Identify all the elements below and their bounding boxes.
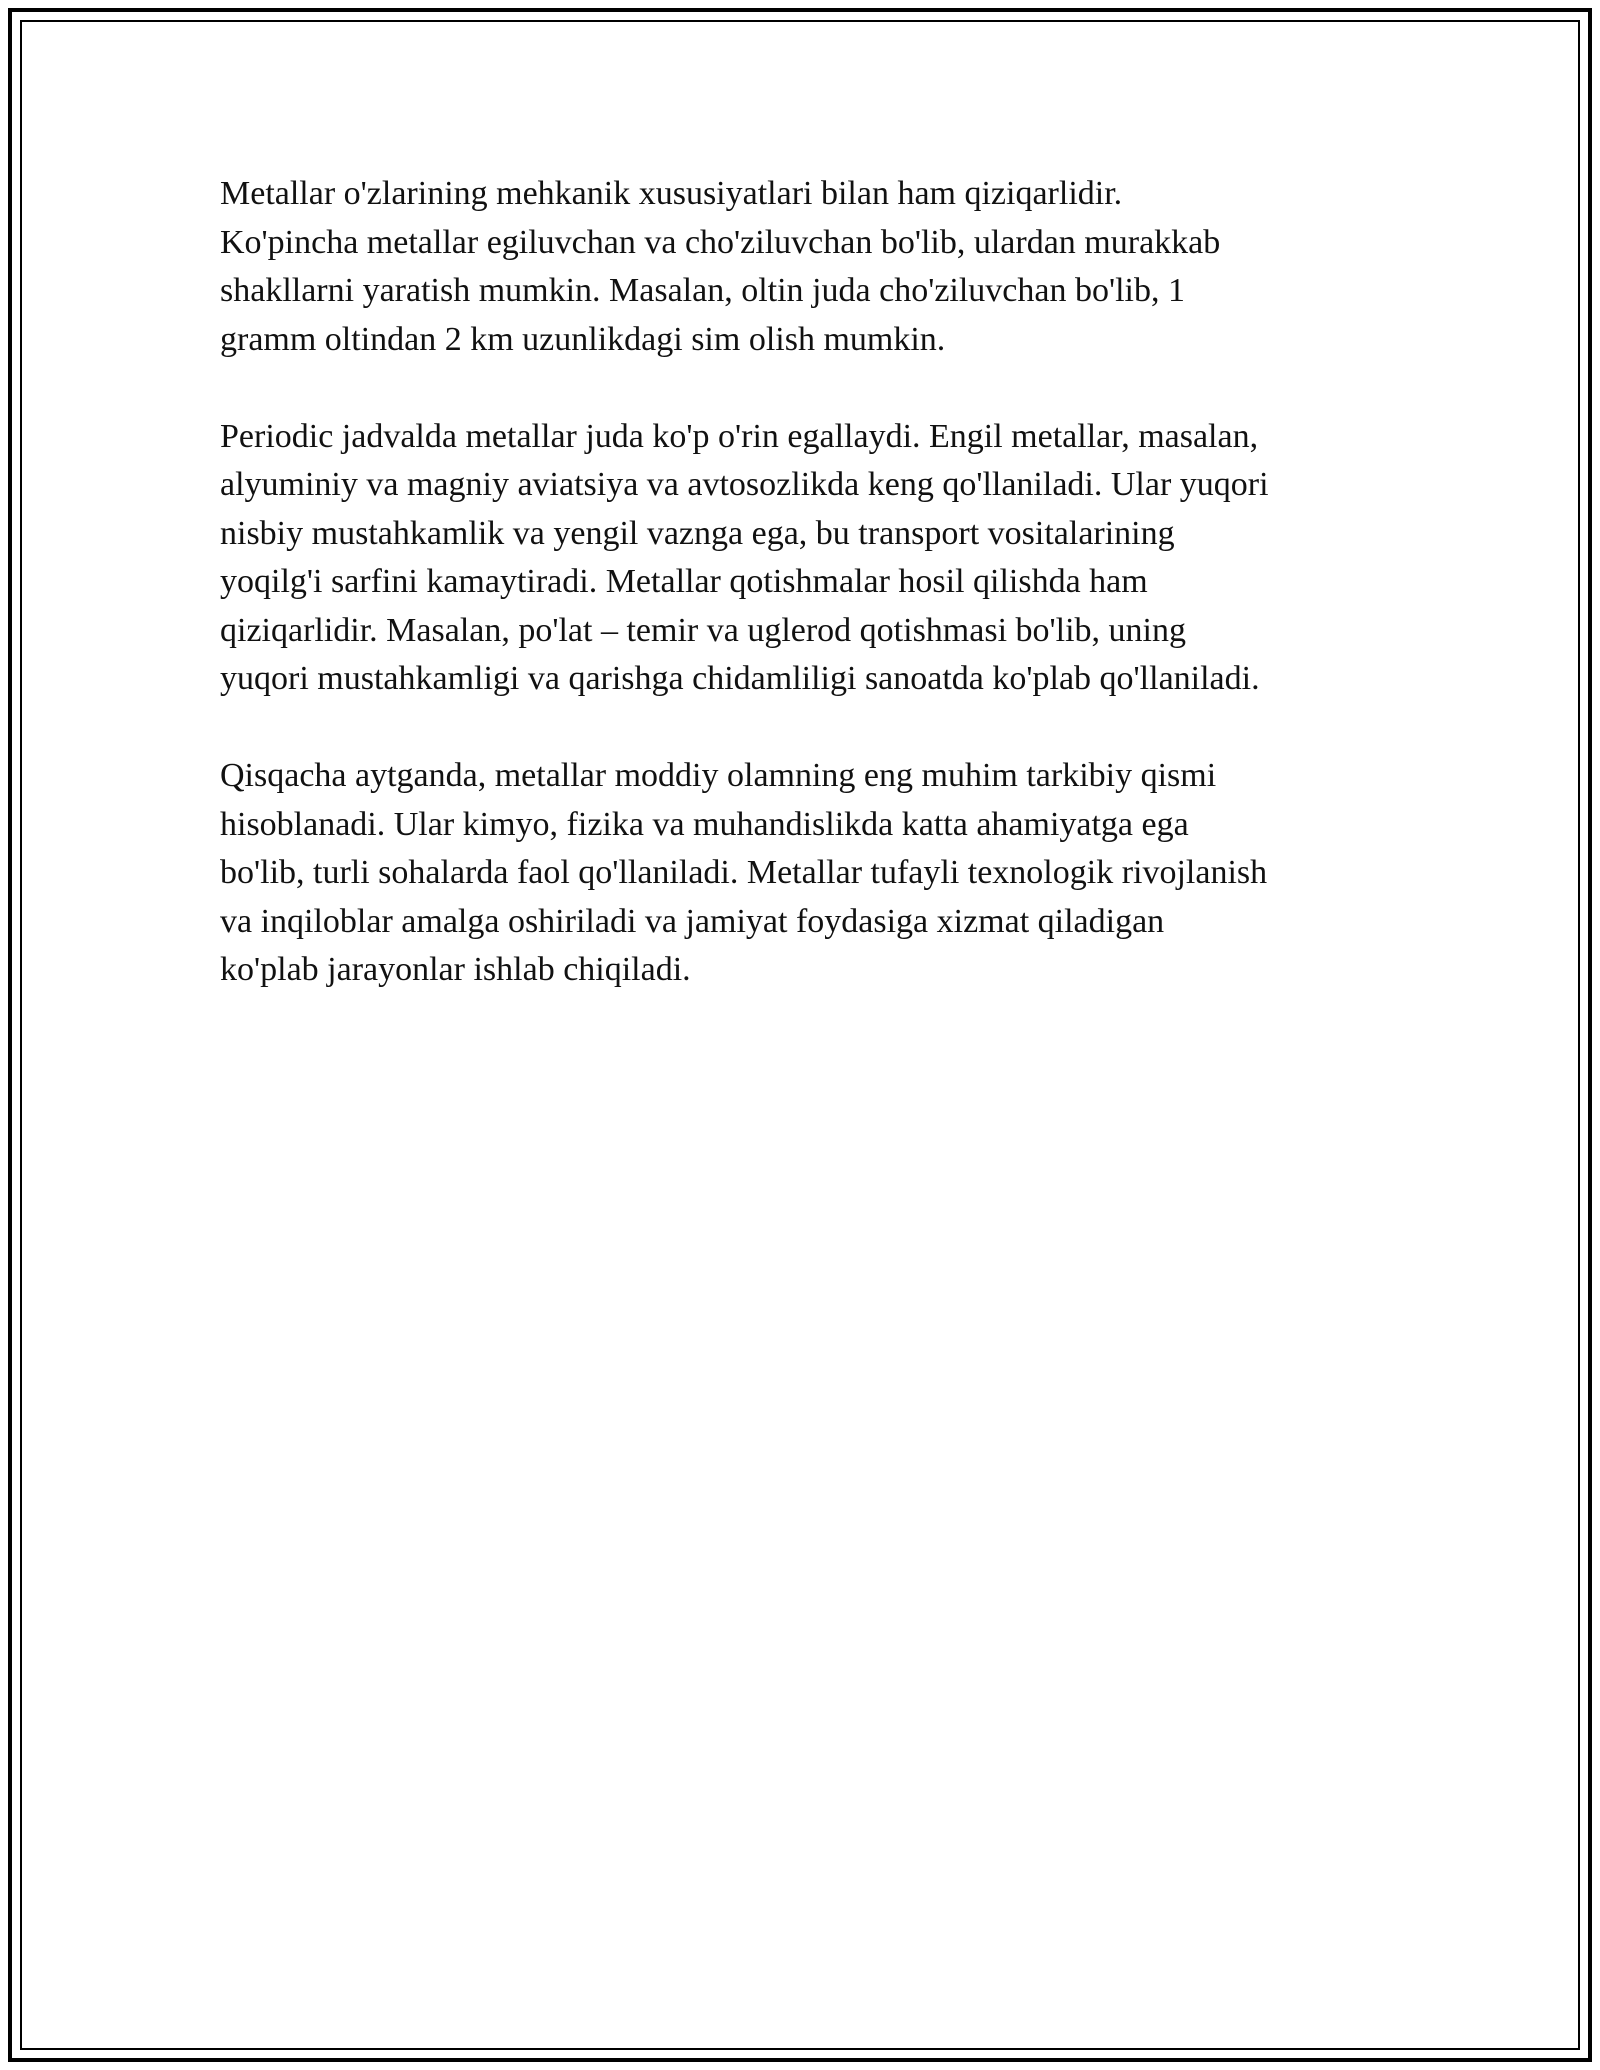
paragraph-2: Periodic jadvalda metallar juda ko'p o'rin egallaydi. Engil metallar, masalan, alyuminiy va magniy aviatsiya va avtosozlikda keng qo'llaniladi. Ular yuqori nisbiy mustahkamlik va yengil vaznga ega, bu transport vositalarining yoqilg'i sarfini kamaytiradi. Metallar qotishmalar hosil qilishda ham qiziqarlidir. Masalan, po'lat – temir va uglerod qotishmasi bo'lib, uning yuqori mustahkamligi va qarishga chidamliligi sanoatda ko'plab qo'llaniladi. [220, 417, 1269, 697]
paragraph-3: Qisqacha aytganda, metallar moddiy olamning eng muhim tarkibiy qismi hisoblanadi. Ular kimyo, fizika va muhandislikda katta ahamiyatga ega bo'lib, turli sohalarda faol qo'llaniladi. Metallar tufayli texnologik rivojlanish va inqiloblar amalga oshiriladi va jamiyat foydasiga xizmat qiladigan ko'plab jarayonlar ishlab chiqiladi. [220, 757, 1268, 988]
document-body [220, 170, 1380, 1043]
paragraph-1: Metallar o'zlarining mehkanik xususiyatlari bilan ham qiziqarlidir. Ko'pincha metallar egiluvchan va cho'ziluvchan bo'lib, ulardan murakkab shakllarni yaratish mumkin. Masalan, oltin juda cho'ziluvchan bo'lib, 1 gramm oltindan 2 km uzunlikdagi sim olish mumkin. [220, 175, 1221, 358]
